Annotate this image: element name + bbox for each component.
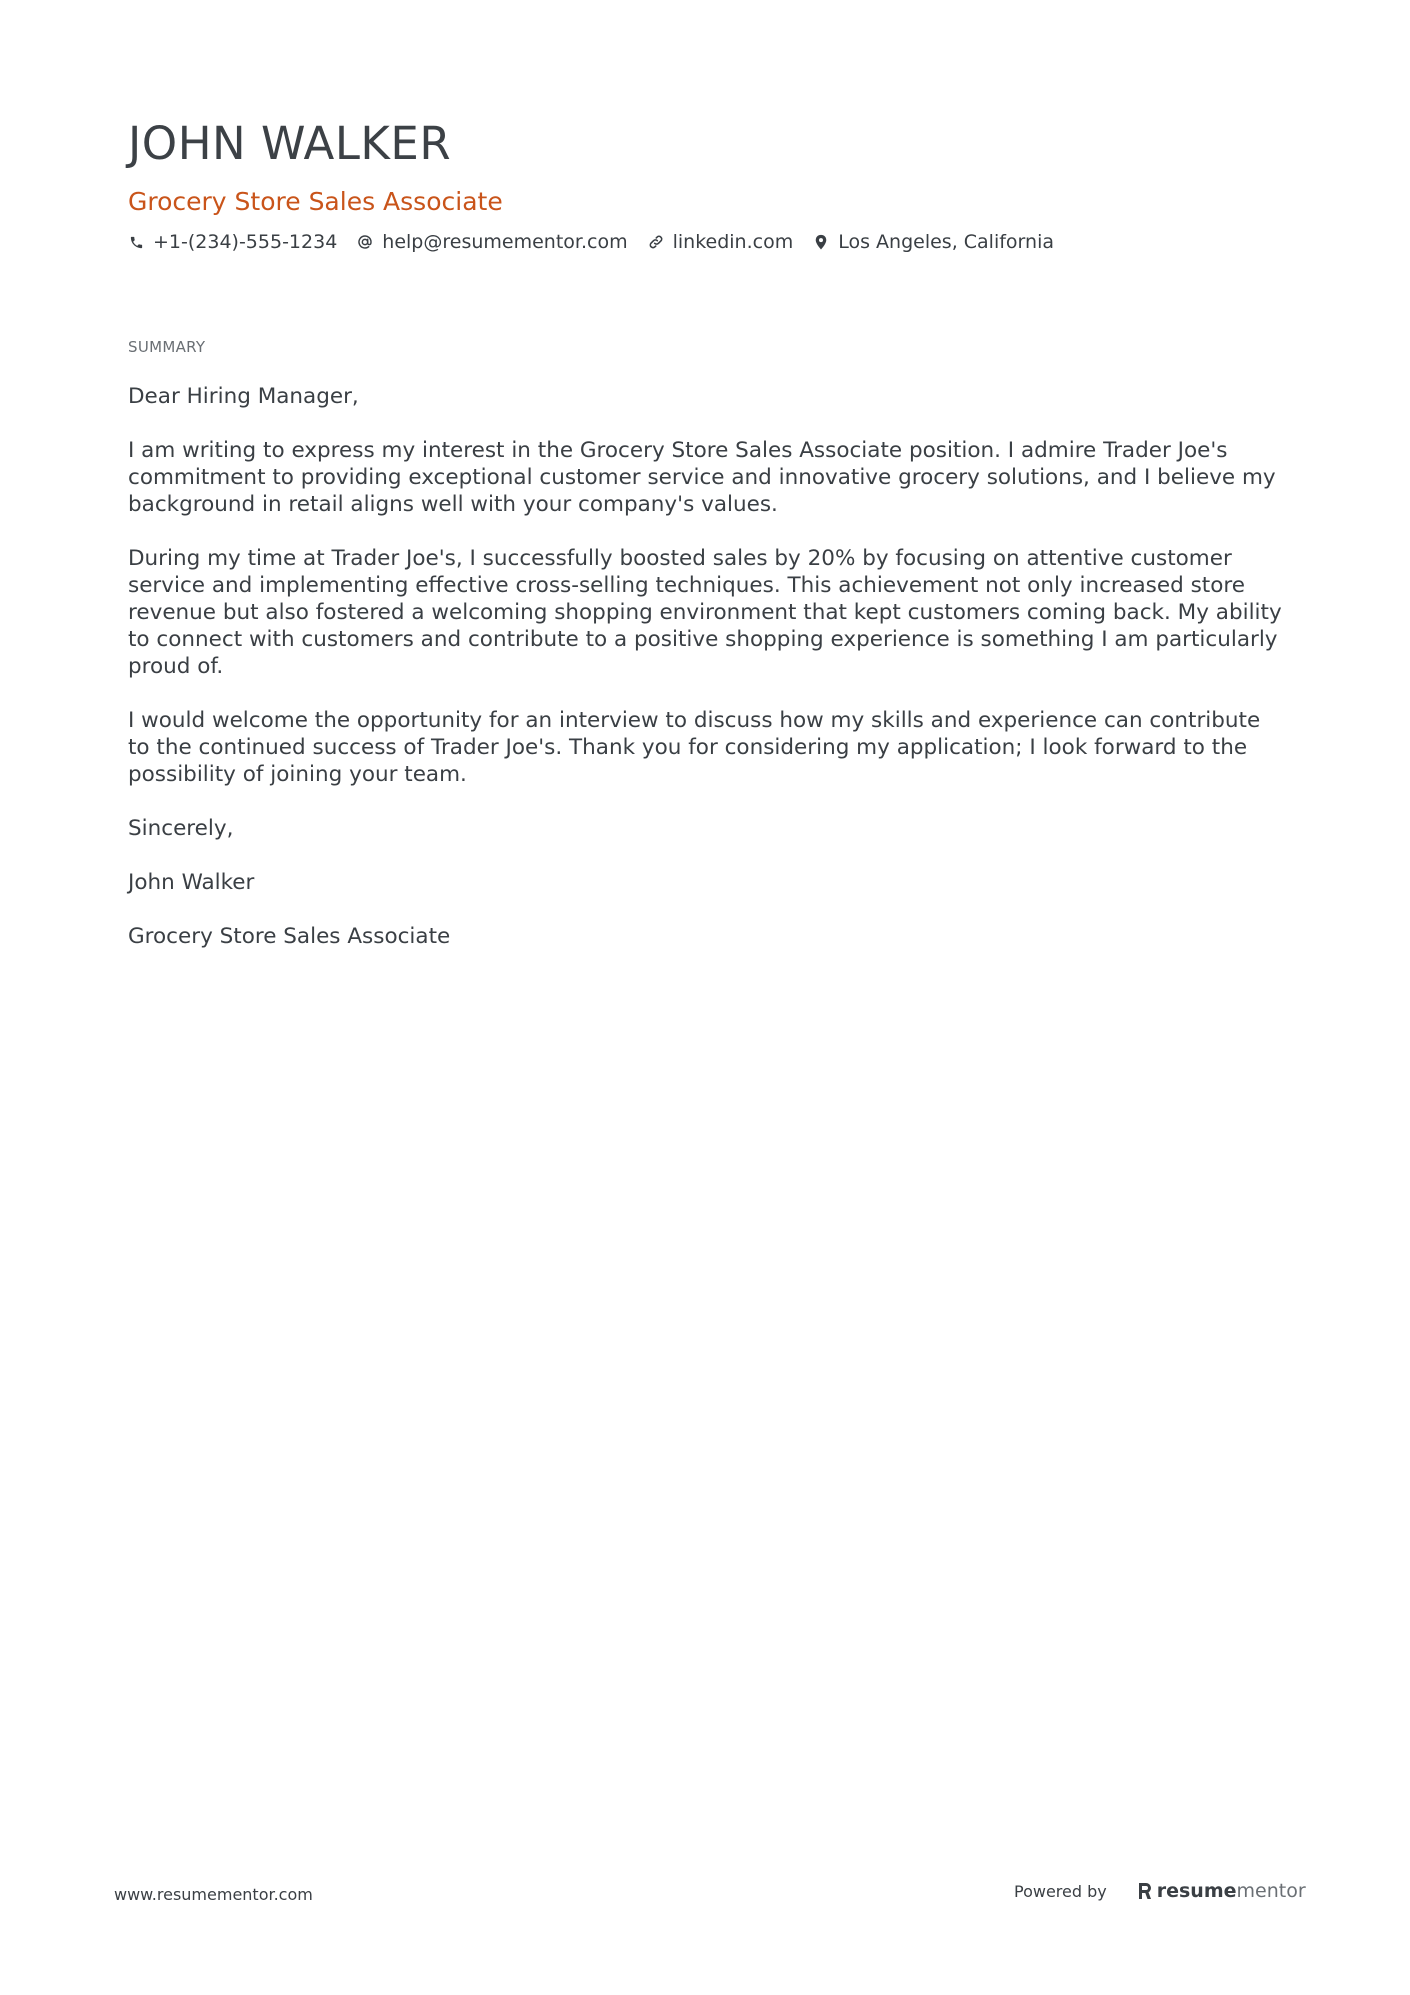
link-icon xyxy=(648,233,664,251)
profile-link[interactable]: linkedin.com xyxy=(672,231,794,253)
signature-name: John Walker xyxy=(128,870,255,895)
contact-phone xyxy=(128,229,337,255)
contact-link xyxy=(648,229,794,255)
powered-by-label: Powered by xyxy=(1014,1881,1107,1901)
email-address[interactable]: help@resumementor.com xyxy=(382,231,628,253)
letter-paragraph: I would welcome the opportunity for an interview to discuss how my skills and experience can contribute to the continued success of Trader Joe's. Thank you for considering my application; I look forward to the possibility of joining your team. xyxy=(128,708,1261,787)
letter-greeting: Dear Hiring Manager, xyxy=(128,384,359,409)
contact-bar xyxy=(128,229,1288,255)
map-pin-icon xyxy=(813,233,829,251)
brand-logo[interactable] xyxy=(1137,1880,1306,1902)
header xyxy=(128,112,1288,255)
section-heading-summary: SUMMARY xyxy=(128,338,206,356)
letter-paragraph: I am writing to express my interest in the Grocery Store Sales Associate position. I admire Trader Joe's commitment to providing exceptional customer service and innovative grocery solutions, and I believe my background in retail aligns well with your company's values. xyxy=(128,438,1276,517)
candidate-name: JOHN WALKER xyxy=(128,117,452,170)
contact-email xyxy=(357,229,627,255)
brand-name-part2: mentor xyxy=(1236,1880,1306,1902)
phone-number: +1-(234)-555-1234 xyxy=(153,231,338,253)
job-title: Grocery Store Sales Associate xyxy=(128,187,503,216)
footer-branding xyxy=(1014,1880,1306,1902)
footer-website[interactable]: www.resumementor.com xyxy=(114,1885,313,1904)
resumementor-logo-icon xyxy=(1137,1881,1153,1901)
letter-paragraph: During my time at Trader Joe's, I successfully boosted sales by 20% by focusing on attentive customer service and implementing effective cross-selling techniques. This achievement not only increased store revenue but also fostered a welcoming shopping environment that kept customers coming back. My ability to connect with customers and contribute to a positive shopping experience is something I am particularly proud of. xyxy=(128,546,1282,679)
brand-name-part1: resume xyxy=(1156,1880,1237,1902)
phone-icon xyxy=(128,233,144,251)
location-text: Los Angeles, California xyxy=(838,231,1054,253)
letter-closing: Sincerely, xyxy=(128,816,234,841)
at-icon xyxy=(357,233,373,251)
contact-location xyxy=(813,229,1054,255)
signature-title: Grocery Store Sales Associate xyxy=(128,924,451,949)
letter-body xyxy=(128,383,1288,977)
